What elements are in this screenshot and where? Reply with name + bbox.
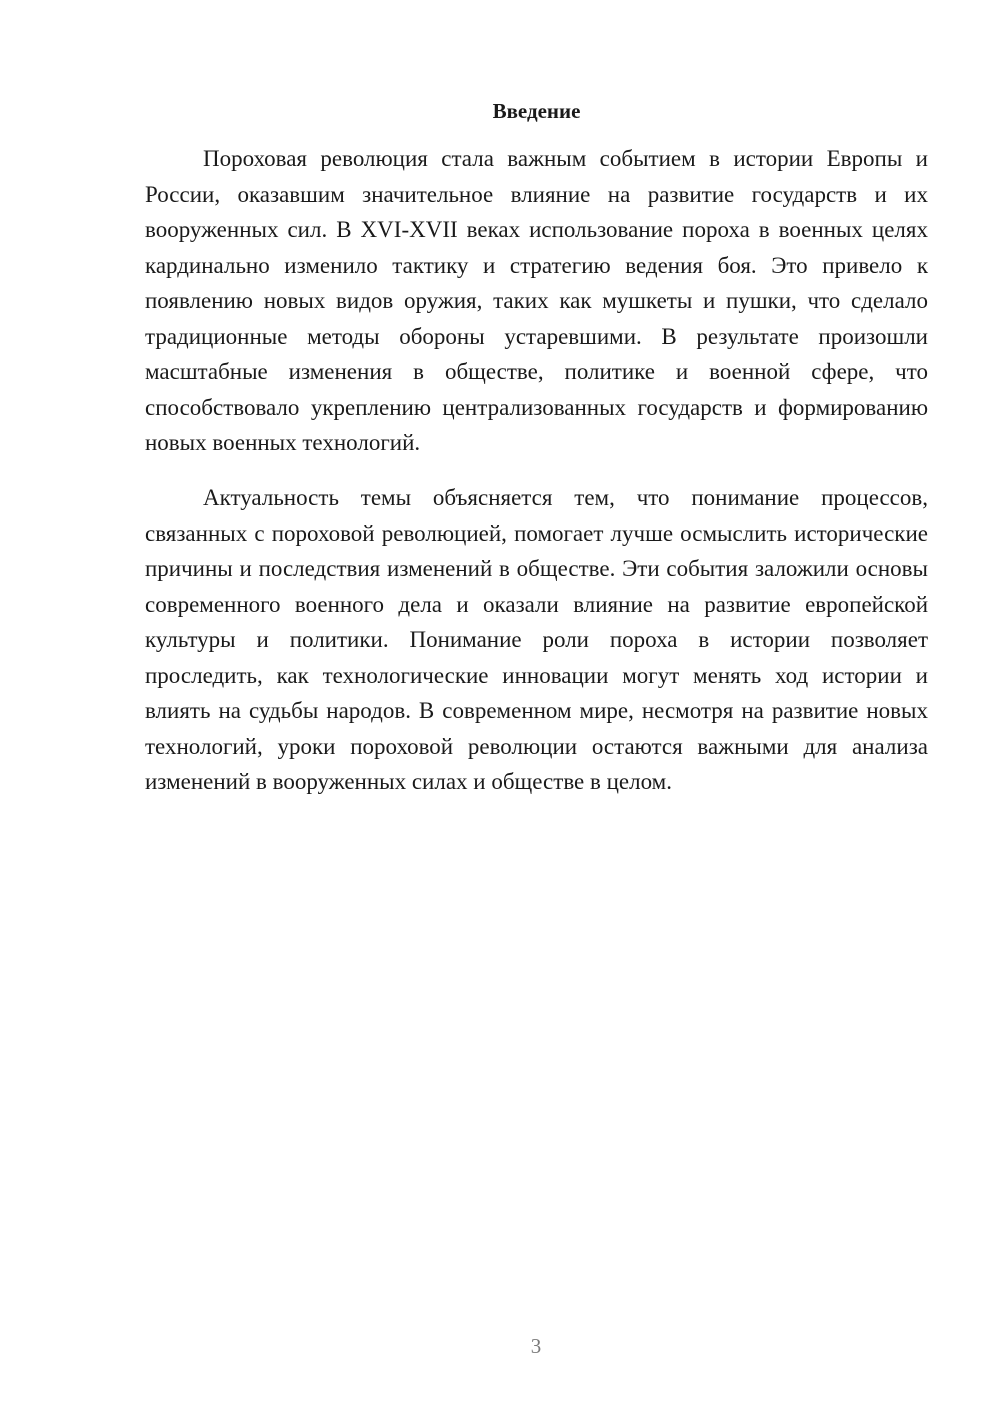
- page-number: 3: [530, 1334, 542, 1358]
- section-heading: Введение: [492, 99, 581, 123]
- paragraph-introduction: Пороховая революция стала важным событием в истории Европы и России, оказавшим значительное влияние на развитие государств и их вооруженных сил. В XVI-XVII веках использование пороха в военных целях кардинально изменило тактику и стратегию ведения боя. Это привело к появлению новых видов оружия, таких как мушкеты и пушки, что сделало традиционные методы обороны устаревшими. В результате произошли масштабные изменения в обществе, политике и военной сфере, что способствовало укреплению централизованных государств и формированию новых военных технологий.: [145, 146, 928, 455]
- paragraph-relevance: Актуальность темы объясняется тем, что понимание процессов, связанных с пороховой революцией, помогает лучше осмыслить исторические причины и последствия изменений в обществе. Эти события заложили основы современного военного дела и оказали влияние на развитие европейской культуры и политики. Понимание роли пороха в истории позволяет проследить, как технологические инновации могут менять ход истории и влиять на судьбы народов. В современном мире, несмотря на развитие новых технологий, уроки пороховой революции остаются важными для анализа изменений в вооруженных силах и обществе в целом.: [145, 485, 928, 794]
